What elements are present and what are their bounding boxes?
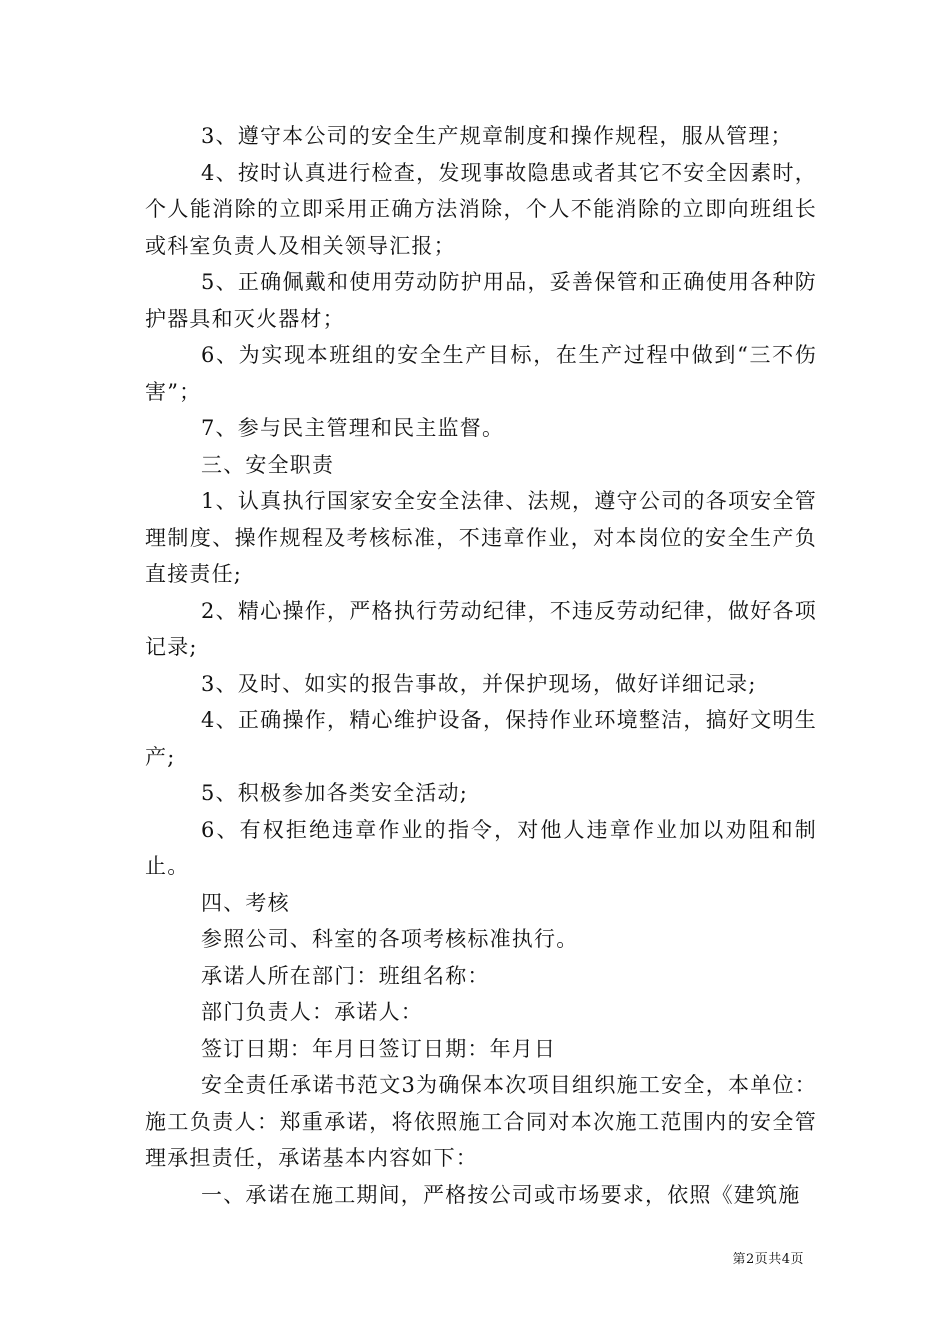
- paragraph: 5、正确佩戴和使用劳动防护用品，妥善保管和正确使用各种防护器具和灭火器材；: [145, 270, 817, 331]
- section-heading: 四、考核: [201, 890, 290, 915]
- form-field-line: 签订日期：年月日签订日期：年月日: [201, 1036, 557, 1061]
- page-number: 第2页共4页: [732, 1252, 804, 1267]
- paragraph: 4、正确操作，精心维护设备，保持作业环境整洁，搞好文明生产;: [145, 708, 817, 769]
- paragraph: 5、积极参加各类安全活动;: [201, 781, 469, 805]
- paragraph: 1、认真执行国家安全安全法律、法规，遵守公司的各项安全管理制度、操作规程及考核标准，不违章作业，对本岗位的安全生产负直接责任;: [145, 489, 817, 586]
- form-field-line: 承诺人所在部门：班组名称：: [201, 963, 490, 988]
- paragraph: 3、遵守本公司的安全生产规章制度和操作规程，服从管理；: [201, 124, 793, 148]
- document-body: [145, 118, 817, 1213]
- paragraph: 安全责任承诺书范文3为确保本次项目组织施工安全，本单位：施工负责人：郑重承诺，将依照施工合同对本次施工范围内的安全管理承担责任，承诺基本内容如下：: [145, 1073, 817, 1170]
- paragraph: 7、参与民主管理和民主监督。: [201, 416, 505, 440]
- paragraph: 6、有权拒绝违章作业的指令，对他人违章作业加以劝阻和制止。: [145, 817, 817, 878]
- paragraph: 4、按时认真进行检查，发现事故隐患或者其它不安全因素时，个人能消除的立即采用正确方法消除，个人不能消除的立即向班组长或科室负责人及相关领导汇报；: [145, 160, 817, 258]
- paragraph: 参照公司、科室的各项考核标准执行。: [201, 927, 579, 951]
- paragraph: 6、为实现本班组的安全生产目标，在生产过程中做到“三不伤害”；: [145, 343, 817, 404]
- form-field-line: 部门负责人：承诺人：: [201, 1000, 423, 1024]
- paragraph: 一、承诺在施工期间，严格按公司或市场要求，依照《建筑施: [201, 1182, 801, 1207]
- paragraph: 2、精心操作，严格执行劳动纪律，不违反劳动纪律，做好各项记录;: [145, 598, 817, 659]
- section-heading: 三、安全职责: [201, 452, 335, 477]
- paragraph: 3、及时、如实的报告事故，并保护现场，做好详细记录;: [201, 671, 757, 696]
